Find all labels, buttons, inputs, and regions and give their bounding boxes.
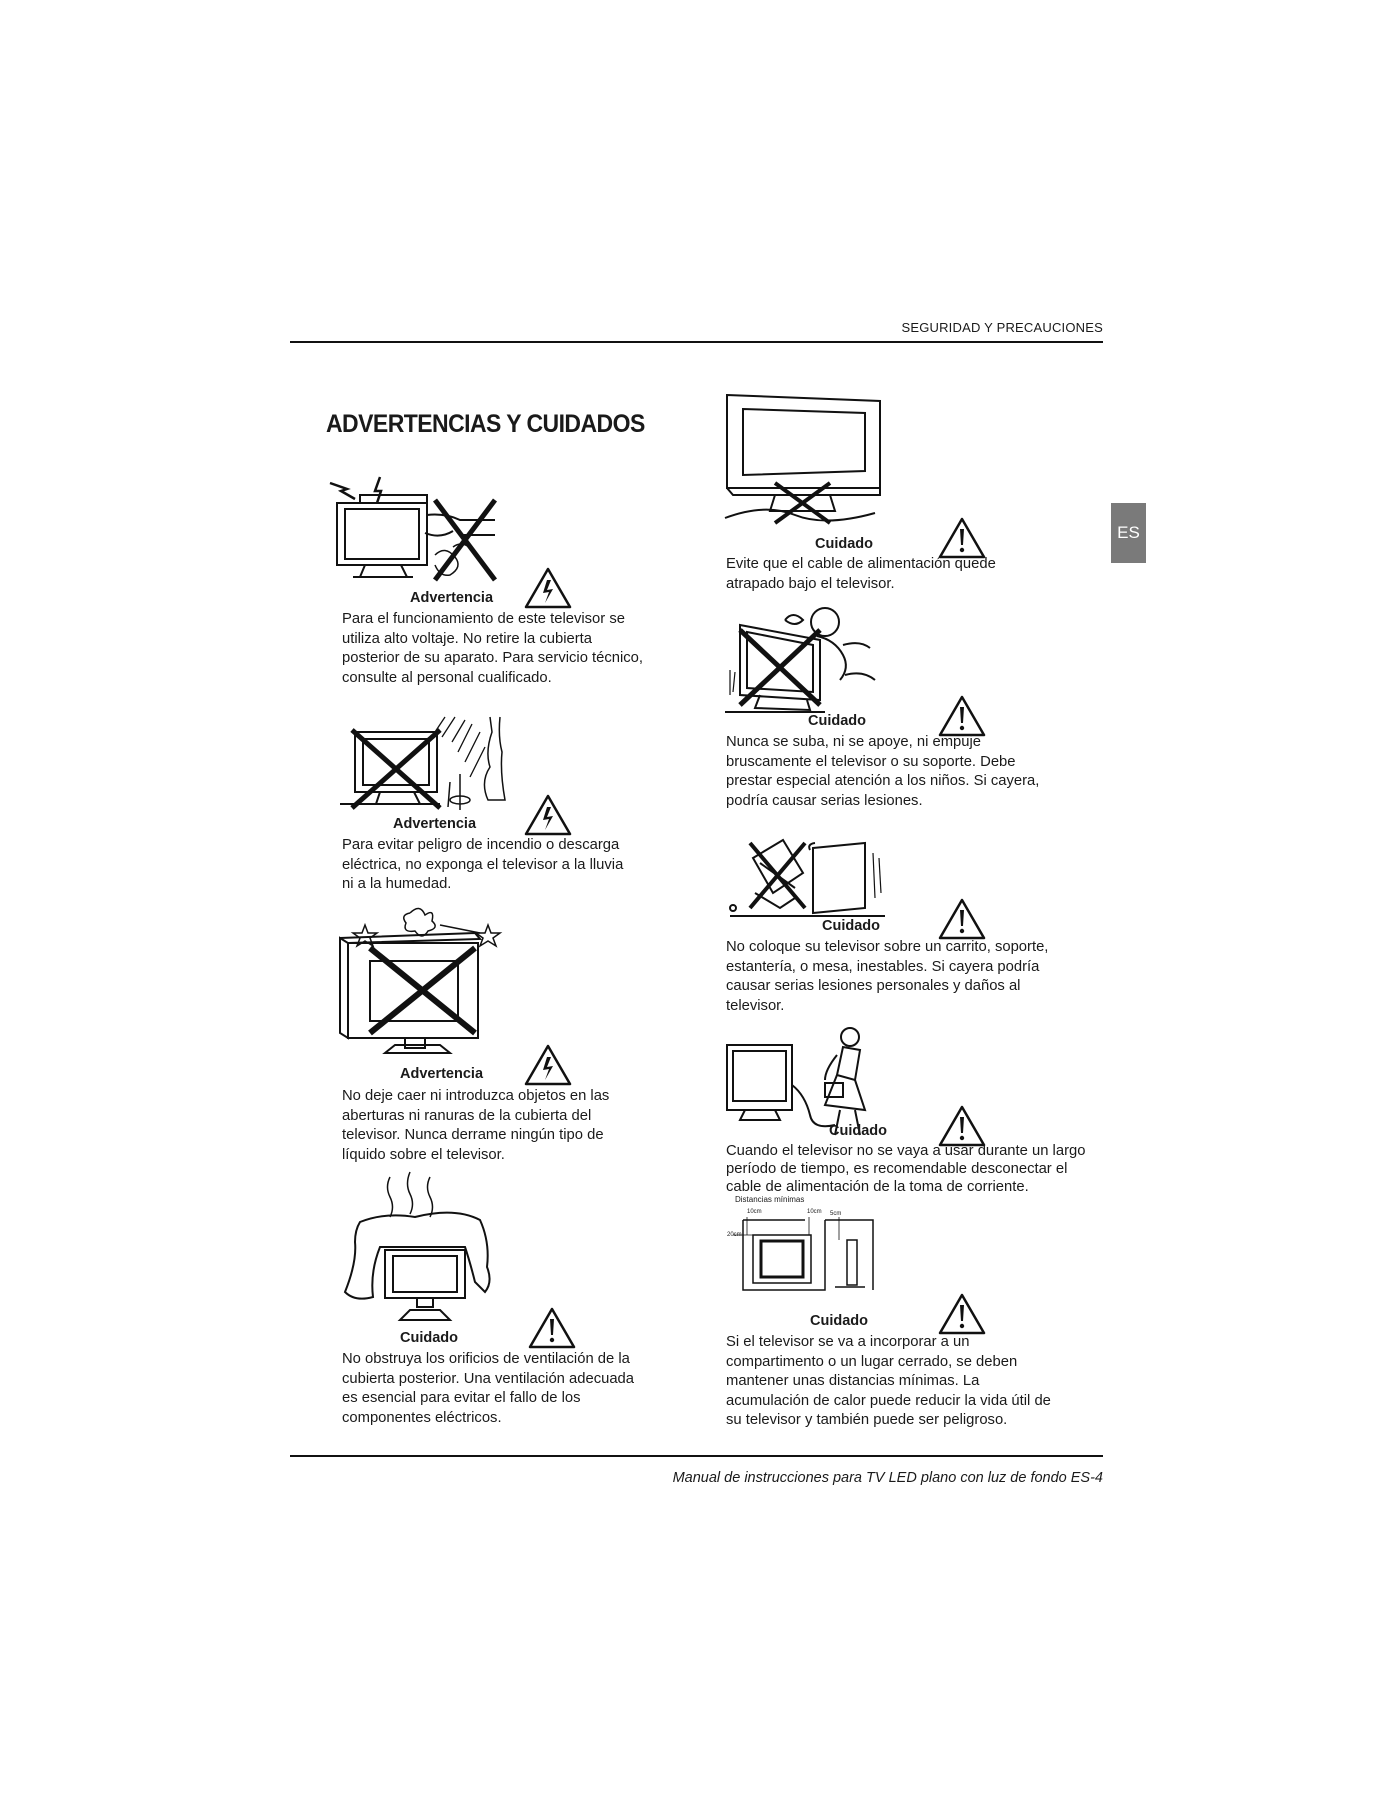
caution-exclamation-icon	[527, 1306, 577, 1350]
tv-unstable-stand-illustration	[725, 838, 885, 923]
item-text: Para evitar peligro de incendio o descarga eléctrica, no exponga el televisor a la lluvia ni a la humedad.	[342, 837, 624, 892]
caution-exclamation-icon	[937, 694, 987, 738]
distances-drawing	[725, 1195, 885, 1295]
item-label: Advertencia	[400, 1066, 484, 1082]
item-label: Cuidado	[815, 536, 873, 552]
tv-high-voltage-illustration	[335, 475, 505, 585]
item-label: Cuidado	[810, 1313, 868, 1329]
dim-label: 5cm	[830, 1211, 842, 1217]
item-label: Cuidado	[829, 1123, 887, 1139]
item-text: No deje caer ni introduzca objetos en las aberturas ni ranuras de la cubierta del televisor. Nunca derrame ningún tipo de líquido sobre el televisor.	[342, 1088, 610, 1163]
tv-power-cord-illustration	[725, 393, 885, 528]
tv-objects-illustration	[340, 903, 500, 1053]
dim-label: 10cm	[807, 1209, 822, 1215]
item-label: Cuidado	[808, 713, 866, 729]
tv-covered-ventilation-illustration	[345, 1172, 500, 1322]
item-label: Advertencia	[410, 590, 494, 606]
tv-child-climbing-illustration	[725, 600, 885, 715]
item-label: Cuidado	[822, 918, 880, 934]
item-text: No obstruya los orificios de ventilación de la cubierta posterior. Una ventilación adecuada es esencial para evitar el fallo de los componentes eléctricos.	[342, 1351, 635, 1426]
item-label: Cuidado	[400, 1330, 458, 1346]
footer-rule	[290, 1455, 1103, 1457]
tv-rain-moisture-illustration	[340, 712, 510, 812]
caution-exclamation-icon	[937, 516, 987, 560]
item-text: Si el televisor se va a incorporar a un compartimento o un lugar cerrado, se deben mantener unas distancias mínimas. La acumulación de calor puede reducir la vida útil de su televisor y también puede ser peligroso.	[726, 1334, 1051, 1428]
item-text: Para el funcionamiento de este televisor se utiliza alto voltaje. No retire la cubierta posterior de su aparato. Para servicio técnico, consulte al personal cualificado.	[342, 611, 644, 686]
item-text: No coloque su televisor sobre un carrito, soporte, estantería, o mesa, inestables. Si cayera podría causar serias lesiones personales y daños al televisor.	[726, 939, 1049, 1014]
item-label: Advertencia	[393, 816, 477, 832]
dim-label: 20cm	[727, 1232, 742, 1238]
caution-exclamation-icon	[937, 897, 987, 941]
item-text: Nunca se suba, ni se apoye, ni empuje bruscamente el televisor o su soporte. Debe prestar especial atención a los niños. Si cayera, podría causar serias lesiones.	[726, 734, 1040, 809]
item-text: Evite que el cable de alimentación quede atrapado bajo el televisor.	[726, 556, 996, 592]
header-rule	[290, 341, 1103, 343]
page-footer: Manual de instrucciones para TV LED plano con luz de fondo ES-4	[672, 1470, 1103, 1486]
electric-shock-warning-icon	[523, 566, 573, 610]
section-header: SEGURIDAD Y PRECAUCIONES	[901, 320, 1103, 335]
electric-shock-warning-icon	[523, 1043, 573, 1087]
electric-shock-warning-icon	[523, 793, 573, 837]
dim-label: 10cm	[747, 1209, 762, 1215]
caution-exclamation-icon	[937, 1292, 987, 1336]
min-distances-diagram	[725, 1195, 885, 1295]
language-tab: ES	[1111, 503, 1146, 563]
item-text: Cuando el televisor no se vaya a usar durante un largo período de tiempo, es recomendable desconectar el cable de alimentación de la toma de corriente.	[726, 1143, 1086, 1195]
page-title: ADVERTENCIAS Y CUIDADOS	[326, 410, 645, 438]
diagram-title: Distancias mínimas	[735, 1195, 805, 1204]
